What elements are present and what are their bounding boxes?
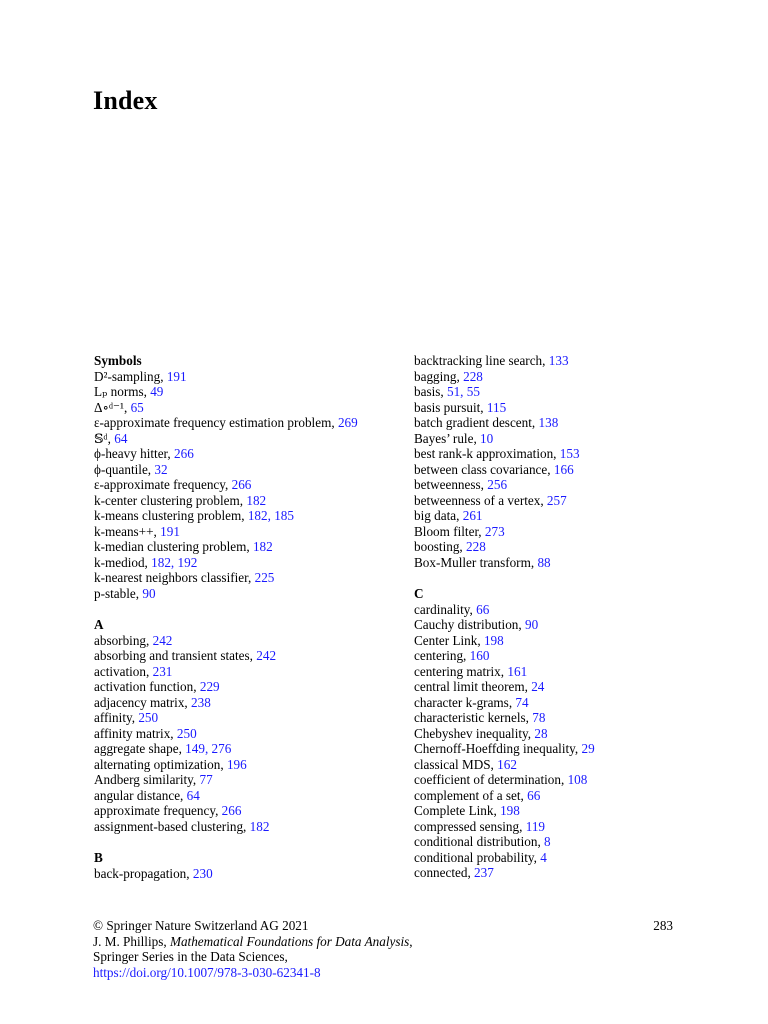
index-term: betweenness of a vertex, — [414, 492, 547, 508]
page-reference-link[interactable]: 78 — [532, 710, 546, 725]
index-term: Cauchy distribution, — [414, 617, 525, 632]
page-reference-link[interactable]: 191 — [160, 523, 180, 539]
index-term: absorbing and transient states, — [94, 648, 257, 663]
index-entry — [414, 834, 714, 850]
index-entry — [94, 570, 364, 586]
page-reference-link[interactable]: 256 — [487, 477, 508, 492]
index-term: Center Link, — [414, 632, 484, 648]
page-reference-link[interactable]: 250 — [176, 725, 197, 741]
index-entry — [94, 819, 364, 835]
section-heading-b: B — [94, 850, 103, 865]
b-list-right — [414, 353, 714, 570]
page-reference-link[interactable]: 65 — [130, 399, 144, 415]
citation-punct: , — [409, 933, 413, 949]
page-reference-link[interactable]: 66 — [527, 787, 541, 803]
page-reference-link[interactable]: 29 — [581, 741, 595, 756]
index-term: k-median clustering problem, — [94, 539, 253, 554]
page-reference-link[interactable]: 257 — [546, 492, 567, 508]
page-reference-link[interactable]: 24 — [531, 679, 545, 694]
index-term: 𝕊ᵈ, — [94, 430, 115, 446]
index-term: k-means++, — [94, 523, 161, 539]
index-entry — [414, 602, 714, 618]
page-reference-link[interactable]: 242 — [152, 632, 173, 648]
index-term: compressed sensing, — [414, 818, 526, 834]
index-term: basis pursuit, — [414, 399, 487, 415]
page-reference-link[interactable]: 250 — [138, 710, 159, 725]
copyright-footer — [93, 918, 413, 980]
page-reference-link[interactable]: 182 — [252, 539, 273, 554]
index-term: approximate frequency, — [94, 803, 222, 818]
index-entry — [414, 772, 714, 788]
index-entry — [94, 757, 364, 773]
index-entry — [414, 664, 714, 680]
index-term: Bloom filter, — [414, 523, 485, 539]
index-entry — [94, 664, 364, 680]
page-reference-link[interactable]: 166 — [553, 461, 574, 477]
page-reference-link[interactable]: 28 — [534, 725, 548, 741]
index-term: assignment-based clustering, — [94, 818, 250, 834]
index-term: connected, — [414, 865, 475, 880]
index-term: coefficient of determination, — [414, 772, 568, 787]
doi-link[interactable]: https://doi.org/10.1007/978-3-030-62341-8 — [93, 964, 321, 980]
citation-line — [93, 934, 413, 950]
page-reference-link[interactable]: 64 — [186, 787, 200, 803]
index-entry — [94, 679, 364, 695]
index-entry — [94, 477, 364, 493]
page-reference-link[interactable]: 196 — [226, 756, 247, 772]
index-entry — [94, 803, 364, 819]
page-reference-link[interactable]: 230 — [192, 865, 213, 881]
a-list — [94, 633, 364, 835]
page-reference-link[interactable]: 10 — [480, 430, 494, 446]
index-entry — [414, 695, 714, 711]
index-term: back-propagation, — [94, 865, 193, 881]
index-entry — [414, 633, 714, 649]
index-term: between class covariance, — [414, 461, 554, 477]
index-column-left — [94, 353, 364, 881]
index-entry — [94, 648, 364, 664]
index-entry — [94, 462, 364, 478]
page-reference-link[interactable]: 133 — [548, 353, 569, 368]
index-term: k-nearest neighbors classifier, — [94, 570, 255, 585]
index-term: characteristic kernels, — [414, 710, 533, 725]
page-reference-link[interactable]: 266 — [221, 803, 242, 818]
page-reference-link[interactable]: 153 — [559, 446, 580, 461]
index-entry — [94, 741, 364, 757]
page-reference-link[interactable]: 242 — [256, 648, 277, 663]
page-reference-link[interactable]: 182 — [249, 818, 270, 834]
index-term: Lₚ norms, — [94, 384, 151, 399]
index-entry — [414, 757, 714, 773]
index-entry — [94, 415, 364, 431]
c-list — [414, 602, 714, 881]
index-term: ϕ-heavy hitter, — [94, 446, 175, 461]
index-entry — [94, 586, 364, 602]
page-reference-link[interactable]: 191 — [166, 368, 187, 384]
page-reference-link[interactable]: 108 — [567, 772, 588, 787]
page-reference-link[interactable]: 198 — [483, 632, 504, 648]
page-reference-link[interactable]: 237 — [474, 865, 494, 880]
index-entry — [414, 539, 714, 555]
index-entry — [414, 477, 714, 493]
page-reference-link[interactable]: 266 — [231, 477, 252, 492]
index-entry — [94, 772, 364, 788]
page-reference-link[interactable]: 198 — [500, 803, 520, 818]
index-term: k-center clustering problem, — [94, 492, 247, 508]
page-reference-link[interactable]: 64 — [114, 430, 128, 446]
index-entry — [414, 353, 714, 369]
index-entry — [94, 400, 364, 416]
page-reference-link[interactable]: 160 — [469, 648, 490, 663]
index-entry — [94, 726, 364, 742]
section-heading-symbols: Symbols — [94, 353, 142, 368]
page-reference-link[interactable]: 66 — [476, 601, 490, 617]
index-term: D²-sampling, — [94, 368, 167, 384]
index-term: Chebyshev inequality, — [414, 725, 535, 741]
index-entry — [94, 633, 364, 649]
symbols-list — [94, 369, 364, 602]
series-line: Springer Series in the Data Sciences, — [93, 949, 288, 964]
index-entry — [414, 524, 714, 540]
page-reference-link[interactable]: 138 — [538, 415, 559, 430]
index-term: boosting, — [414, 539, 467, 554]
page-reference-link[interactable]: 4 — [540, 849, 547, 865]
index-entry — [414, 555, 714, 571]
page-reference-link[interactable]: 49 — [150, 384, 164, 399]
page-reference-link[interactable]: 269 — [337, 415, 358, 430]
index-entry — [414, 710, 714, 726]
index-term: angular distance, — [94, 787, 187, 803]
index-term: complement of a set, — [414, 787, 528, 803]
book-title: Mathematical Foundations for Data Analysis — [169, 933, 410, 949]
index-term: k-mediod, — [94, 554, 152, 570]
index-term: Δ∘ᵈ⁻¹, — [94, 399, 131, 415]
index-term: Box-Muller transform, — [414, 554, 538, 570]
page-reference-link[interactable]: 74 — [515, 694, 529, 710]
index-entry — [94, 431, 364, 447]
copyright-line: © Springer Nature Switzerland AG 2021 — [93, 918, 309, 933]
index-entry — [414, 788, 714, 804]
section-heading-c: C — [414, 586, 424, 601]
index-entry — [414, 446, 714, 462]
page-reference-link[interactable]: 266 — [174, 446, 194, 461]
index-term: character k-grams, — [414, 694, 516, 710]
page-reference-link[interactable]: 149, 276 — [185, 741, 232, 756]
page-reference-link[interactable]: 90 — [525, 617, 539, 632]
page-reference-link[interactable]: 182 — [246, 492, 267, 508]
page-reference-link[interactable]: 77 — [199, 772, 213, 787]
index-term: Andberg similarity, — [94, 772, 200, 787]
index-entry — [414, 369, 714, 385]
index-term: batch gradient descent, — [414, 415, 539, 430]
index-entry — [94, 524, 364, 540]
page-reference-link[interactable]: 228 — [466, 539, 486, 554]
index-term: centering matrix, — [414, 663, 508, 679]
index-entry — [414, 679, 714, 695]
index-term: ε-approximate frequency, — [94, 477, 232, 492]
b-list-left — [94, 866, 364, 882]
index-term: conditional distribution, — [414, 834, 545, 849]
index-entry — [414, 741, 714, 757]
page-reference-link[interactable]: 8 — [544, 834, 551, 849]
index-entry — [414, 865, 714, 881]
index-term: centering, — [414, 648, 470, 663]
index-term: activation function, — [94, 679, 200, 694]
index-entry — [414, 493, 714, 509]
index-term: backtracking line search, — [414, 353, 549, 368]
page-reference-link[interactable]: 228 — [463, 368, 483, 384]
index-term: cardinality, — [414, 601, 477, 617]
index-entry — [414, 462, 714, 478]
index-entry — [94, 369, 364, 385]
page-reference-link[interactable]: 238 — [191, 694, 211, 710]
index-entry — [414, 415, 714, 431]
index-term: Complete Link, — [414, 803, 501, 818]
page-reference-link[interactable]: 115 — [486, 399, 507, 415]
index-entry — [414, 617, 714, 633]
index-entry — [414, 850, 714, 866]
index-entry — [94, 555, 364, 571]
index-entry — [414, 648, 714, 664]
index-term: alternating optimization, — [94, 756, 227, 772]
index-term: best rank-k approximation, — [414, 446, 560, 461]
index-entry — [414, 431, 714, 447]
page-reference-link[interactable]: 90 — [142, 585, 156, 601]
page-reference-link[interactable]: 119 — [525, 818, 546, 834]
index-term: basis, — [414, 384, 447, 399]
index-term: p-stable, — [94, 585, 143, 601]
section-heading-a: A — [94, 617, 104, 632]
page-reference-link[interactable]: 162 — [497, 756, 517, 772]
index-column-right — [414, 353, 714, 881]
index-entry — [414, 384, 714, 400]
index-entry — [414, 726, 714, 742]
index-term: absorbing, — [94, 632, 153, 648]
index-entry — [94, 695, 364, 711]
page-number: 283 — [653, 918, 673, 933]
page-reference-link[interactable]: 32 — [154, 461, 168, 477]
index-entry — [94, 788, 364, 804]
page-reference-link[interactable]: 88 — [537, 554, 551, 570]
index-term: bagging, — [414, 368, 464, 384]
author-text: J. M. Phillips, — [93, 933, 170, 949]
index-entry — [414, 819, 714, 835]
page-reference-link[interactable]: 273 — [484, 523, 505, 539]
index-entry — [94, 493, 364, 509]
index-term: ϕ-quantile, — [94, 461, 155, 477]
index-term: conditional probability, — [414, 849, 541, 865]
index-term: classical MDS, — [414, 756, 498, 772]
index-term: aggregate shape, — [94, 741, 186, 756]
page-reference-link[interactable]: 231 — [152, 663, 173, 679]
index-entry — [414, 508, 714, 524]
index-term: affinity, — [94, 710, 139, 725]
index-entry — [94, 539, 364, 555]
index-term: big data, — [414, 508, 463, 523]
page-reference-link[interactable]: 51, 55 — [446, 384, 480, 399]
index-entry — [94, 508, 364, 524]
index-entry — [94, 710, 364, 726]
index-entry — [94, 866, 364, 882]
page-reference-link[interactable]: 182, 192 — [151, 554, 198, 570]
index-entry — [94, 446, 364, 462]
index-term: central limit theorem, — [414, 679, 532, 694]
page-reference-link[interactable]: 229 — [199, 679, 220, 694]
index-entry — [94, 384, 364, 400]
page-reference-link[interactable]: 161 — [507, 663, 528, 679]
index-term: ε-approximate frequency estimation problem, — [94, 415, 338, 430]
page-reference-link[interactable]: 225 — [254, 570, 275, 585]
index-term: betweenness, — [414, 477, 488, 492]
page-reference-link[interactable]: 182, 185 — [247, 508, 294, 523]
index-term: k-means clustering problem, — [94, 508, 248, 523]
index-term: affinity matrix, — [94, 725, 177, 741]
index-term: activation, — [94, 663, 153, 679]
index-term: Chernoff-Hoeffding inequality, — [414, 741, 582, 756]
index-entry — [414, 803, 714, 819]
index-term: Bayes’ rule, — [414, 430, 481, 446]
index-entry — [414, 400, 714, 416]
page-reference-link[interactable]: 261 — [462, 508, 483, 523]
page-title: Index — [93, 86, 158, 115]
index-term: adjacency matrix, — [94, 694, 192, 710]
